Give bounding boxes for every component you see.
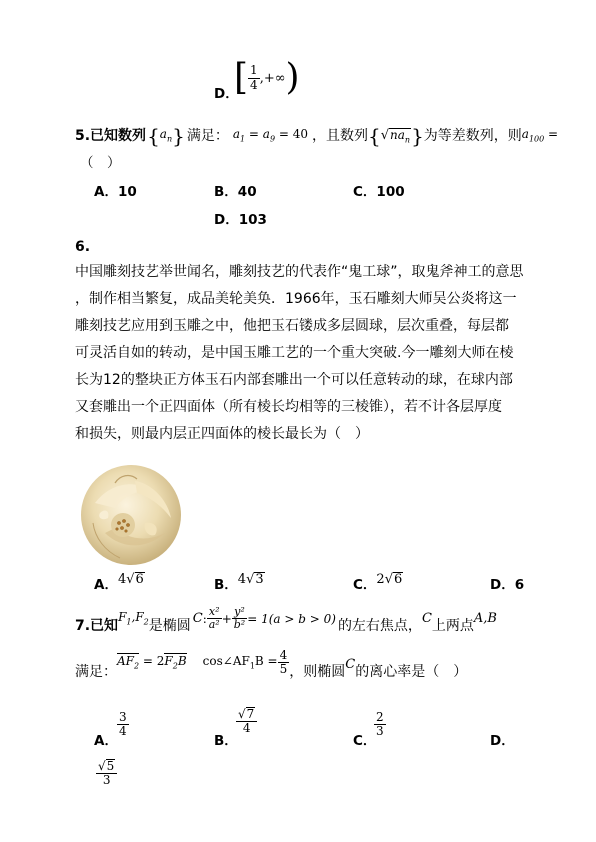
q6-option-c[interactable]: C． 2√6 xyxy=(353,572,403,594)
q7-option-c-label[interactable]: C． xyxy=(353,733,377,749)
q7-option-b-label[interactable]: B． xyxy=(214,733,238,749)
q5-paren: （ ） xyxy=(80,155,121,171)
q5-stem: 5.已知数列 { $a_n$ } 满足： $a_1 = a_9 = 40$ ，且数列 { $√na_n$ } 为等差数列，则 $a_{100}$ = xyxy=(75,124,559,148)
q6-line: 可灵活自如的转动，是中国玉雕工艺的一个重大突破.今一雕刻大师在棱 xyxy=(75,345,514,361)
q6-option-d[interactable]: D．6 xyxy=(490,577,525,593)
q7-option-d-value: $\frac{√5}{3}$ xyxy=(96,759,117,787)
q7-option-b-value: $\frac{√7}{4}$ xyxy=(236,707,257,735)
q6-line: 雕刻技艺应用到玉雕之中，他把玉石镂成多层圆球，层次重叠，每层都 xyxy=(75,318,509,334)
q5-option-d[interactable]: D．103 xyxy=(214,212,267,228)
q6-line: 和损失，则最内层正四面体的棱长最长为（ ） xyxy=(75,426,369,442)
q6-line: 长为12的整块正方体玉石内部套雕出一个可以任意转动的球，在球内部 xyxy=(75,372,513,388)
q7-stem-line1: 7.已知 $F_1,F_2$ 是椭圆 C : $\frac{\text{x²}}{\text{a²}}$ + $\frac{\text{y²}}{\text{b²}}$ = 1(a > b > 0) 的左右焦点， C 上两点 A,B xyxy=(75,605,497,634)
q4-option-d-label: D． xyxy=(214,86,239,102)
q7-option-d-label[interactable]: D． xyxy=(490,733,515,749)
q7-stem-line2: 满足： $AF_2 = 2F_2B$ $\cos\angle AF_1B$ = $\frac{4}{5}$ ，则椭圆 C 的离心率是（ ） xyxy=(75,648,468,680)
q6-option-a[interactable]: A． 4√6 xyxy=(94,572,144,594)
q7-option-a-value: $\frac{3}{4}$ xyxy=(119,710,127,739)
q6-line: 又套雕出一个正四面体（所有棱长均相等的三棱锥），若不计各层厚度 xyxy=(75,399,502,415)
q4-option-d-math: [ $\frac{1}{4}$ ,+∞ ) xyxy=(234,57,300,98)
q7-option-a-label[interactable]: A． xyxy=(94,733,118,749)
q7-option-c-value: $\frac{2}{3}$ xyxy=(376,710,384,739)
q6-option-b[interactable]: B． 4√3 xyxy=(214,572,264,594)
q5-option-c[interactable]: C．100 xyxy=(353,184,405,200)
jade-ball-image xyxy=(75,463,187,567)
q5-option-a[interactable]: A．10 xyxy=(94,184,137,200)
q6-line: ，制作相当繁复，成品美轮美奂．1966年，玉石雕刻大师吴公炎将这一 xyxy=(75,291,517,307)
q5-option-b[interactable]: B．40 xyxy=(214,184,257,200)
q6-line: 中国雕刻技艺举世闻名，雕刻技艺的代表作“鬼工球”，取鬼斧神工的意思 xyxy=(75,264,524,280)
q6-number: 6. xyxy=(75,239,91,255)
